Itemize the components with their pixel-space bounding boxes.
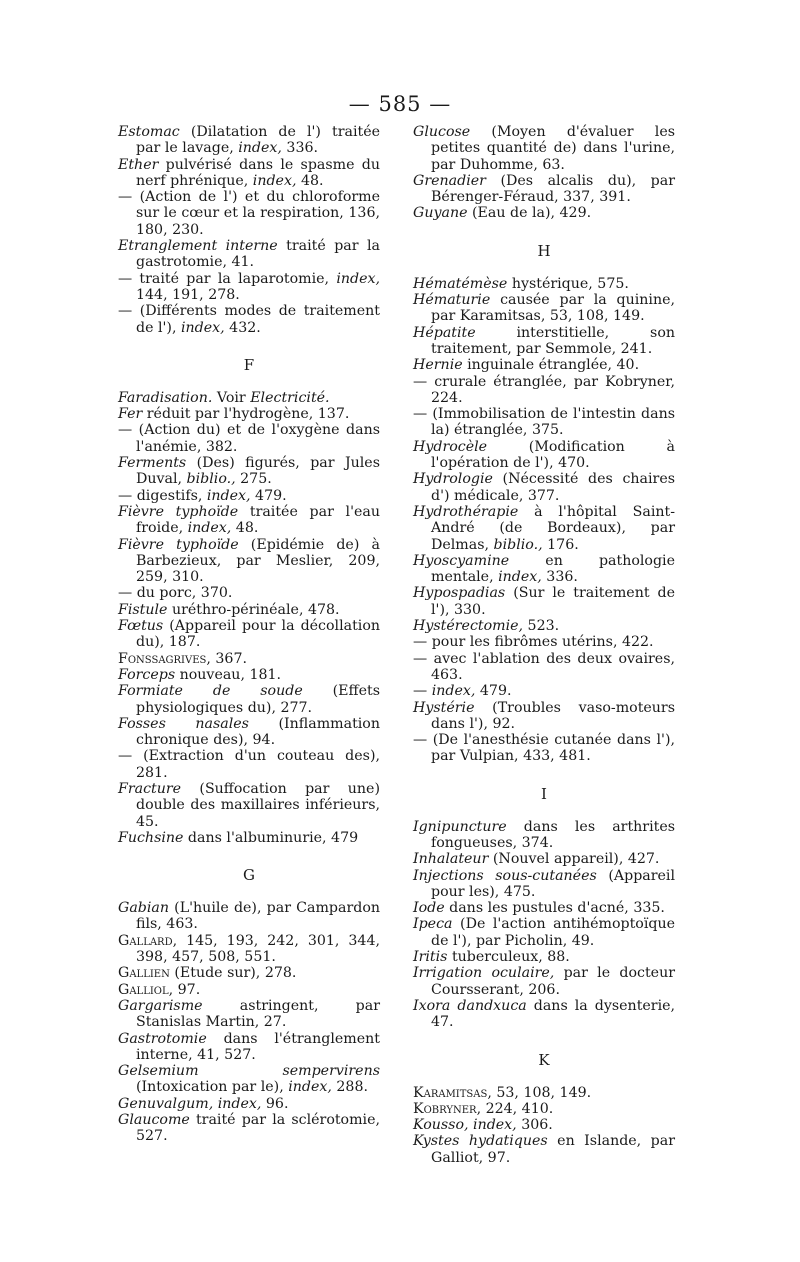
entry-text: en Islande, par Galliot, 97. xyxy=(431,1133,675,1166)
entry-text: tuberculeux, 88. xyxy=(447,949,570,966)
index-entry xyxy=(413,732,675,765)
index-entry xyxy=(413,700,675,733)
entry-text: inguinale étranglée, 40. xyxy=(462,357,640,374)
entry-text: pulvérisé dans le spasme du nerf phrénique, xyxy=(136,156,380,189)
entry-author: Fonssagrives xyxy=(118,650,207,667)
entry-text: , 97. xyxy=(168,981,201,998)
entry-text: (Sur le traitement de l'), 330. xyxy=(431,585,675,618)
index-entry xyxy=(413,965,675,998)
entry-text: en pathologie mentale, xyxy=(431,552,675,586)
entry-reference: biblio., xyxy=(493,536,543,553)
entry-text: (De l'action antihémoptoïque de l'), par Picholin, 49. xyxy=(431,916,675,949)
entry-term: Glucose xyxy=(413,124,471,140)
index-entry xyxy=(413,173,675,206)
entry-term: Ixora dandxuca xyxy=(413,997,527,1014)
entry-text: — xyxy=(413,683,432,700)
entry-term: Kousso, xyxy=(413,1117,469,1134)
entry-pages: 48. xyxy=(231,520,259,537)
entry-reference: index, xyxy=(473,1117,517,1134)
entry-text: — du porc, 370. xyxy=(118,585,233,602)
entry-pages: 306. xyxy=(516,1117,553,1134)
index-entry xyxy=(118,189,380,238)
entry-term: Ferments xyxy=(118,455,187,472)
entry-text: traité par la sclérotomie, 527. xyxy=(136,1112,380,1145)
entry-text: (Des alcalis du), par Bérenger-Féraud, 337, 391. xyxy=(431,172,675,206)
index-entry xyxy=(413,292,675,325)
entry-term: Iritis xyxy=(413,949,448,966)
index-entry xyxy=(413,553,675,586)
entry-text: , 367. xyxy=(206,650,247,667)
entry-term: Hystérectomie, xyxy=(413,618,524,635)
entry-term: Gastrotomie xyxy=(118,1030,207,1047)
entry-reference: index, xyxy=(217,1095,262,1112)
entry-term: Ether xyxy=(118,156,159,173)
entry-text: (Nouvel appareil), 427. xyxy=(488,851,660,868)
entry-term: Glaucome xyxy=(118,1112,190,1129)
entry-term: Guyane xyxy=(413,205,468,222)
entry-reference: biblio., xyxy=(186,471,236,488)
entry-text: — crurale étranglée, par Kobryner, 224. xyxy=(413,373,675,406)
entry-author: Galliol xyxy=(118,981,169,998)
entry-text: (Effets physiologiques du), 277. xyxy=(136,683,380,716)
index-entry xyxy=(118,933,380,966)
entry-term: Kystes hydatiques xyxy=(413,1133,548,1150)
entry-text: — (De l'anesthésie cutanée dans l'), par Vulpian, 433, 481. xyxy=(413,732,675,765)
index-entry xyxy=(118,537,380,586)
entry-reference: index, xyxy=(206,487,251,504)
index-entry xyxy=(118,900,380,933)
index-entry xyxy=(118,748,380,781)
entry-text: , 224, 410. xyxy=(476,1100,554,1117)
entry-text: (Etude sur), 278. xyxy=(169,965,297,982)
entry-term: Hydrothérapie xyxy=(413,503,519,520)
entry-pages: 479. xyxy=(250,487,287,504)
entry-text: dans l'étranglement interne, 41, 527. xyxy=(136,1030,380,1063)
index-entry xyxy=(118,406,380,422)
index-entry xyxy=(413,504,675,553)
entry-author: Kobryner xyxy=(413,1100,477,1117)
entry-pages: 48. xyxy=(296,172,324,189)
entry-text: astringent, par Stanislas Martin, 27. xyxy=(136,997,380,1031)
entry-text: (Troubles vaso-moteurs dans l'), 92. xyxy=(431,699,675,732)
entry-text: traitée par l'eau froide, xyxy=(136,503,380,537)
section-letter: G xyxy=(243,866,255,885)
entry-term: Fœtus xyxy=(118,618,164,635)
index-entry xyxy=(413,406,675,439)
entry-text: (Eau de la), 429. xyxy=(467,205,592,222)
index-column-left xyxy=(118,124,380,1145)
page-number: — 585 — xyxy=(348,92,452,116)
index-entry xyxy=(118,585,380,601)
entry-pages: 432. xyxy=(224,319,261,336)
entry-term: Ignipuncture xyxy=(413,818,507,835)
entry-reference: Electricité. xyxy=(250,389,330,406)
entry-text: dans les pustules d'acné, 335. xyxy=(444,900,665,917)
entry-reference: index, xyxy=(180,319,225,336)
index-entry xyxy=(413,276,675,292)
index-entry xyxy=(413,868,675,901)
entry-text: — pour les fibrômes utérins, 422. xyxy=(413,634,654,651)
entry-text: 523. xyxy=(523,618,560,635)
entry-term: Iode xyxy=(413,900,445,917)
entry-pages: 144, 191, 278. xyxy=(136,286,240,303)
entry-reference: index, xyxy=(238,140,282,157)
index-entry xyxy=(118,716,380,749)
index-entry xyxy=(118,667,380,683)
index-column-right xyxy=(413,124,675,1166)
entry-term: Hydrocèle xyxy=(413,438,488,455)
entry-term: Fièvre typhoïde xyxy=(118,536,239,553)
entry-text: traité par la gastrotomie, 41. xyxy=(136,238,380,271)
entry-term: Genuvalgum, xyxy=(118,1095,214,1112)
entry-term: Fosses nasales xyxy=(118,715,249,732)
entry-text: Voir xyxy=(212,389,251,406)
index-entry xyxy=(118,1031,380,1064)
entry-text: causée par la quinine, par Karamitsas, 53, 108, 149. xyxy=(431,292,675,325)
index-entry xyxy=(413,900,675,916)
index-entry xyxy=(118,982,380,998)
entry-text: — traité par la laparotomie, xyxy=(118,270,337,287)
index-entry xyxy=(413,1117,675,1133)
entry-term: Fer xyxy=(118,406,143,423)
entry-pages: 275. xyxy=(235,471,272,488)
index-entry xyxy=(413,585,675,618)
entry-reference: index, xyxy=(336,270,380,287)
entry-term: Hystérie xyxy=(413,699,475,716)
index-entry xyxy=(118,602,380,618)
entry-term: Hématémèse xyxy=(413,275,508,292)
entry-term: Fistule xyxy=(118,601,168,618)
entry-text: (Modification à l'opération de l'), 470. xyxy=(431,438,675,472)
entry-term: Hypospadias xyxy=(413,585,506,602)
entry-text: interstitielle, son traitement, par Semmole, 241. xyxy=(431,324,675,357)
entry-text: , 145, 193, 242, 301, 344, 398, 457, 508, 551. xyxy=(136,932,380,966)
entry-text: — (Action de l') et du chloroforme sur le cœur et la respiration, 136, 180, 230. xyxy=(118,189,380,238)
index-entry xyxy=(413,124,675,173)
index-entry xyxy=(413,683,675,699)
entry-text: hystérique, 575. xyxy=(507,275,629,292)
entry-text: (Dilatation de l') traitée par le lavage, xyxy=(136,124,380,157)
entry-text: (Suffocation par une) double des maxillaires inférieurs, 45. xyxy=(136,780,380,830)
entry-text: réduit par l'hydrogène, 137. xyxy=(142,406,350,423)
index-entry xyxy=(118,1112,380,1145)
entry-term: Fracture xyxy=(118,780,182,797)
index-entry xyxy=(118,157,380,190)
entry-text: dans la dysenterie, 47. xyxy=(431,997,676,1031)
entry-term: Grenadier xyxy=(413,172,486,189)
index-entry xyxy=(413,357,675,373)
entry-term: Gelsemium sempervirens xyxy=(118,1063,380,1080)
entry-pages: 479. xyxy=(475,683,512,700)
index-entry xyxy=(413,1133,675,1166)
entry-reference: index, xyxy=(288,1079,332,1096)
entry-term: Fièvre typhoïde xyxy=(118,503,239,520)
entry-text: — (Extraction d'un couteau des), 281. xyxy=(118,748,380,781)
entry-reference: index, xyxy=(252,172,297,189)
index-entry xyxy=(118,303,380,336)
entry-text: dans les arthrites fongueuses, 374. xyxy=(431,818,675,851)
index-entry xyxy=(413,916,675,949)
entry-text: par le docteur Coursserant, 206. xyxy=(431,965,675,998)
section-letter: K xyxy=(538,1050,550,1069)
index-entry xyxy=(118,830,380,846)
index-entry xyxy=(413,998,675,1031)
index-entry xyxy=(118,781,380,830)
entry-text: (Epidémie de) à Barbezieux, par Meslier, 209, 259, 310. xyxy=(136,536,380,586)
index-entry xyxy=(413,819,675,852)
entry-term: Hernie xyxy=(413,357,463,374)
index-entry xyxy=(118,504,380,537)
entry-author: Gallien xyxy=(118,965,170,982)
index-entry xyxy=(413,1085,675,1101)
index-entry xyxy=(118,455,380,488)
entry-term: Faradisation. xyxy=(118,389,213,406)
entry-text: — (Différents modes de traitement de l'), xyxy=(118,303,380,336)
index-entry xyxy=(118,1096,380,1112)
entry-text: (Intoxication par le), xyxy=(136,1079,289,1096)
entry-term: Fuchsine xyxy=(118,829,184,846)
entry-term: Hyoscyamine xyxy=(413,552,510,569)
index-entry xyxy=(413,205,675,221)
entry-term: Gabian xyxy=(118,900,170,917)
entry-term: Hépatite xyxy=(413,324,476,341)
entry-term: Inhalateur xyxy=(413,851,489,868)
entry-term: Hématurie xyxy=(413,292,491,309)
entry-text: , 53, 108, 149. xyxy=(487,1084,592,1101)
entry-term: Estomac xyxy=(118,124,180,140)
index-entry xyxy=(118,651,380,667)
entry-text: uréthro-périnéale, 478. xyxy=(167,601,340,618)
index-entry xyxy=(118,422,380,455)
entry-term: Hydrologie xyxy=(413,471,493,488)
index-entry xyxy=(118,238,380,271)
entry-text: (L'huile de), par Campardon fils, 463. xyxy=(136,900,380,933)
entry-term: Irrigation oculaire, xyxy=(413,965,555,982)
entry-text: — (Action du) et de l'oxygène dans l'anémie, 382. xyxy=(118,422,380,455)
index-entry xyxy=(118,488,380,504)
entry-text: à l'hôpital Saint-André (de Bordeaux), par Delmas, xyxy=(431,503,675,553)
index-entry xyxy=(118,998,380,1031)
section-letter: H xyxy=(537,241,551,260)
index-entry xyxy=(118,683,380,716)
index-entry xyxy=(413,325,675,358)
index-entry xyxy=(413,439,675,472)
index-entry xyxy=(413,1101,675,1117)
index-entry xyxy=(413,471,675,504)
entry-pages: 96. xyxy=(261,1095,289,1112)
entry-reference: index, xyxy=(431,683,476,700)
index-entry xyxy=(413,618,675,634)
entry-term: Formiate de soude xyxy=(118,683,303,700)
index-entry xyxy=(118,271,380,304)
section-letter: I xyxy=(541,784,547,803)
entry-text: — (Immobilisation de l'intestin dans la) étranglée, 375. xyxy=(413,406,675,439)
entry-pages: 288. xyxy=(331,1079,368,1096)
entry-term: Gargarisme xyxy=(118,997,203,1014)
entry-term: Ipeca xyxy=(413,916,453,933)
entry-pages: 336. xyxy=(281,140,319,157)
index-entry xyxy=(413,374,675,407)
index-entry xyxy=(118,965,380,981)
entry-text: dans l'albuminurie, 479 xyxy=(183,829,359,846)
entry-term: Injections sous-cutanées xyxy=(413,867,597,884)
entry-term: Forceps xyxy=(118,666,176,683)
entry-text: (Des) figurés, par Jules Duval, xyxy=(136,455,380,488)
index-entry xyxy=(118,124,380,157)
entry-text: (Nécessité des chaires d') médicale, 377. xyxy=(431,471,675,504)
entry-text: (Appareil pour la décollation du), 187. xyxy=(136,618,380,651)
index-entry xyxy=(118,1063,380,1096)
entry-text: nouveau, 181. xyxy=(175,666,282,683)
entry-author: Gallard xyxy=(118,932,173,949)
entry-text: — avec l'ablation des deux ovaires, 463. xyxy=(413,650,675,683)
index-entry xyxy=(118,618,380,651)
entry-pages: 176. xyxy=(542,536,579,553)
entry-author: Karamitsas xyxy=(413,1084,488,1101)
entry-term: Etranglement interne xyxy=(118,238,278,255)
index-entry xyxy=(413,634,675,650)
entry-pages: 336. xyxy=(541,569,578,586)
index-entry xyxy=(413,851,675,867)
index-entry xyxy=(413,949,675,965)
entry-reference: index, xyxy=(187,520,232,537)
entry-text: — digestifs, xyxy=(118,487,207,504)
section-letter: F xyxy=(243,355,255,374)
entry-text: (Moyen d'évaluer les petites quantité de) dans l'urine, par Duhomme, 63. xyxy=(431,124,675,173)
entry-text: (Inflammation chronique des), 94. xyxy=(136,715,380,749)
entry-reference: index, xyxy=(498,569,542,586)
index-entry xyxy=(413,651,675,684)
index-entry xyxy=(118,390,380,406)
entry-text: (Appareil pour les), 475. xyxy=(431,867,675,900)
